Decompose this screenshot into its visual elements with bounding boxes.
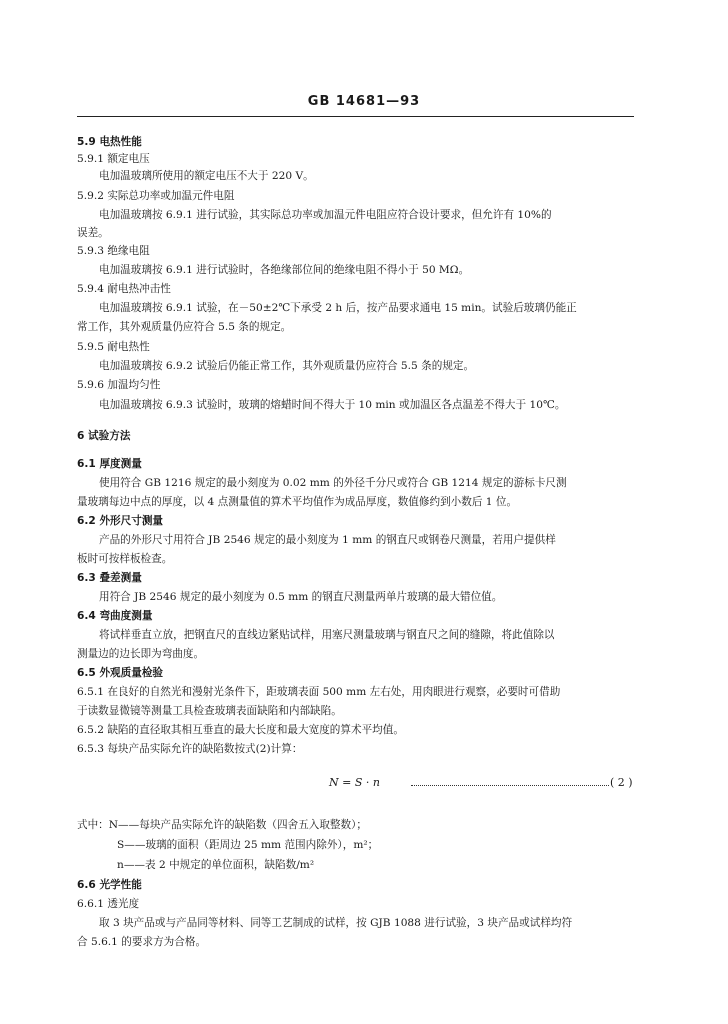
heading-6-3: 6.3 叠差测量 — [77, 572, 142, 584]
para-6-1-line1: 使用符合 GB 1216 规定的最小刻度为 0.02 mm 的外径千分尺或符合 GB 1214 规定的游标卡尺测 — [99, 477, 567, 489]
heading-5-9-6: 5.9.6 加温均匀性 — [77, 379, 161, 391]
heading-6-5: 6.5 外观质量检验 — [77, 667, 164, 679]
heading-6-4: 6.4 弯曲度测量 — [77, 610, 153, 622]
para-6-6-1-line2: 合 5.6.1 的要求方为合格。 — [77, 936, 207, 948]
heading-6-6: 6.6 光学性能 — [77, 879, 142, 891]
para-5-9-1: 电加温玻璃所使用的额定电压不大于 220 V。 — [99, 170, 314, 182]
para-6-1-line2: 量玻璃每边中点的厚度，以 4 点测量值的算术平均值作为成品厚度，数值修约到小数后 1 位。 — [77, 496, 518, 508]
formula-number: ( 2 ) — [610, 776, 633, 789]
where-n-definition: 式中：N——每块产品实际允许的缺陷数（四舍五入取整数）； — [77, 819, 367, 831]
heading-5-9-2: 5.9.2 实际总功率或加温元件电阻 — [77, 190, 235, 202]
heading-5-9-4: 5.9.4 耐电热冲击性 — [77, 283, 171, 295]
para-6-5-1-line2: 于读数显微镜等测量工具检查玻璃表面缺陷和内部缺陷。 — [77, 705, 342, 717]
para-5-9-3: 电加温玻璃按 6.9.1 进行试验时，各绝缘部位间的绝缘电阻不得小于 50 MΩ。 — [99, 264, 470, 276]
para-5-9-4-line2: 常工作，其外观质量仍应符合 5.5 条的规定。 — [77, 321, 292, 333]
para-6-6-1-line1: 取 3 块产品或与产品同等材料、同等工艺制成的试样，按 GJB 1088 进行试验，3 块产品或试样均符 — [99, 917, 573, 929]
heading-5-9-3: 5.9.3 绝缘电阻 — [77, 245, 150, 257]
formula-2: N = S · n — [329, 776, 380, 789]
header-rule — [77, 116, 634, 117]
para-5-9-2-line1: 电加温玻璃按 6.9.1 进行试验，其实际总功率或加温元件电阻应符合设计要求，但允许有 10%的 — [99, 209, 552, 221]
page-header-standard-number: GB 14681—93 — [307, 94, 421, 109]
para-6-5-3: 6.5.3 每块产品实际允许的缺陷数按式(2)计算： — [77, 743, 303, 755]
heading-6: 6 试验方法 — [77, 430, 131, 442]
heading-6-2: 6.2 外形尺寸测量 — [77, 515, 164, 527]
para-6-5-1-line1: 6.5.1 在良好的自然光和漫射光条件下，距玻璃表面 500 mm 左右处，用肉眼进行观察，必要时可借助 — [77, 686, 561, 698]
para-5-9-2-line2: 误差。 — [77, 227, 109, 239]
para-6-2-line2: 板时可按样板检查。 — [77, 553, 173, 565]
heading-5-9-5: 5.9.5 耐电热性 — [77, 341, 150, 353]
heading-6-6-1: 6.6.1 透光度 — [77, 898, 140, 910]
heading-5-9: 5.9 电热性能 — [77, 136, 142, 148]
para-6-2-line1: 产品的外形尺寸用符合 JB 2546 规定的最小刻度为 1 mm 的钢直尺或钢卷尺测量，若用户提供样 — [99, 534, 556, 546]
para-6-4-line2: 测量边的边长即为弯曲度。 — [77, 648, 205, 660]
para-5-9-5: 电加温玻璃按 6.9.2 试验后仍能正常工作，其外观质量仍应符合 5.5 条的规定。 — [99, 360, 475, 372]
formula-leader-dots — [411, 777, 609, 786]
para-6-3: 用符合 JB 2546 规定的最小刻度为 0.5 mm 的钢直尺测量两单片玻璃的最大错位值。 — [99, 591, 503, 603]
heading-5-9-1: 5.9.1 额定电压 — [77, 153, 150, 165]
para-6-4-line1: 将试样垂直立放，把钢直尺的直线边紧贴试样，用塞尺测量玻璃与钢直尺之间的缝隙，将此值除以 — [99, 629, 555, 641]
para-5-9-6: 电加温玻璃按 6.9.3 试验时，玻璃的熔蜡时间不得大于 10 min 或加温区各点温差不得大于 10℃。 — [99, 399, 566, 411]
where-s-definition: S——玻璃的面积（距周边 25 mm 范围内除外），m²； — [117, 839, 379, 851]
heading-6-1: 6.1 厚度测量 — [77, 458, 142, 470]
where-small-n-definition: n——表 2 中规定的单位面积，缺陷数/m² — [117, 859, 315, 871]
para-5-9-4-line1: 电加温玻璃按 6.9.1 试验，在－50±2℃下承受 2 h 后，按产品要求通电 15 min。试验后玻璃仍能正 — [99, 302, 577, 314]
para-6-5-2: 6.5.2 缺陷的直径取其相互垂直的最大长度和最大宽度的算术平均值。 — [77, 724, 404, 736]
